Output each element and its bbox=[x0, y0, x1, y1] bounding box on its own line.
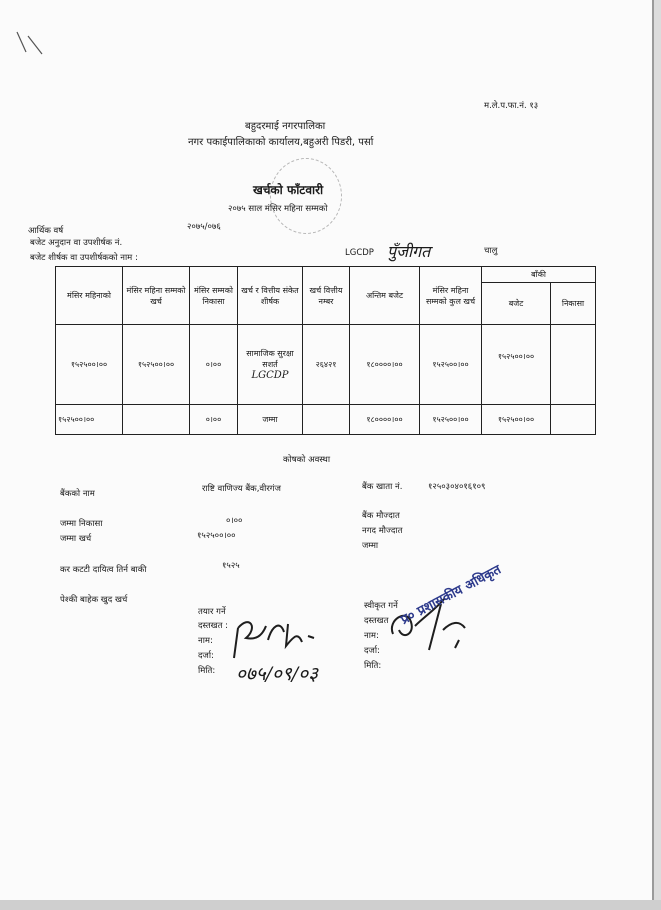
prepared-name-label: नाम: bbox=[198, 636, 213, 646]
cell-cumulative-expense: १५२५००।०० bbox=[123, 325, 190, 405]
header-cumulative-expense: मंसिर महिना सम्मको खर्च bbox=[123, 267, 190, 325]
document-title: खर्चको फाँटवारी bbox=[253, 183, 324, 197]
header-remaining-release: निकासा bbox=[551, 283, 596, 325]
approved-sign-label: दस्तखत bbox=[364, 616, 389, 626]
budget-subhead-no-label: बजेट अनुदान वा उपशीर्षक नं. bbox=[30, 238, 123, 248]
header-expense-number: खर्च वित्तीय नम्बर bbox=[303, 267, 350, 325]
cell-total-expense: १५२५००।०० bbox=[420, 325, 482, 405]
total-expense-number bbox=[303, 405, 350, 435]
header-release: मंसिर सम्मको निकासा bbox=[190, 267, 238, 325]
total-remaining-budget: १५२५००।०० bbox=[482, 405, 551, 435]
header-month: मंसिर महिनाको bbox=[56, 267, 123, 325]
current-label: चालु bbox=[484, 246, 498, 256]
fund-status-heading: कोषको अवस्था bbox=[283, 455, 331, 465]
approved-name-label: नाम: bbox=[364, 631, 379, 641]
header-remaining-budget: बजेट bbox=[482, 283, 551, 325]
total-row bbox=[56, 405, 596, 435]
total-final-budget: १८००००।०० bbox=[350, 405, 420, 435]
total-balance-label: जम्मा bbox=[362, 541, 379, 551]
fiscal-year-value: २०७५/०७६ bbox=[187, 222, 221, 232]
bank-name-label: बैंकको नाम bbox=[60, 489, 95, 499]
total-expense-value: १५२५००।०० bbox=[197, 531, 236, 541]
prepared-title: तयार गर्ने bbox=[198, 607, 226, 617]
total-cumulative-expense bbox=[123, 405, 190, 435]
office-line: नगर पकाईपालिकाको कार्यालय,बहुअरी पिडरी, पर्सा bbox=[188, 137, 374, 148]
total-label: जम्मा bbox=[238, 405, 303, 435]
fiscal-year-label: आर्थिक वर्ष bbox=[28, 226, 64, 236]
table-row bbox=[56, 325, 596, 405]
account-no-label: बैंक खाता नं. bbox=[362, 482, 403, 492]
expense-table bbox=[55, 266, 596, 435]
expense-head-text: सामाजिक सुरक्षा सशर्त bbox=[246, 349, 294, 369]
cell-expense-number: २६४२१ bbox=[303, 325, 350, 405]
prepared-handwritten-date: ०७५/०९/०३ bbox=[236, 663, 318, 685]
prepared-signature bbox=[228, 606, 328, 666]
form-code: म.ले.प.फा.नं. १३ bbox=[484, 101, 539, 111]
header-total-expense: मंसिर महिना सम्मको कुल खर्च bbox=[420, 267, 482, 325]
total-expense: १५२५००।०० bbox=[420, 405, 482, 435]
expense-head-handwritten: LGCDP bbox=[251, 370, 289, 381]
pen-mark bbox=[14, 28, 54, 58]
program-code: LGCDP bbox=[345, 248, 374, 258]
cell-month: १५२५००।०० bbox=[56, 325, 123, 405]
cell-release: ०।०० bbox=[190, 325, 238, 405]
tax-value: १५२५ bbox=[222, 561, 240, 571]
tax-label: कर कटटी दायित्व तिर्न बाकी bbox=[60, 565, 147, 575]
officer-stamp: प्र० प्रशासकीय अधिकृत bbox=[398, 562, 504, 628]
header-expense-head: खर्च र वित्तीय संकेत शीर्षक bbox=[238, 267, 303, 325]
prepared-post-label: दर्जा: bbox=[198, 651, 214, 661]
municipality-name: बहुदरमाई नगरपालिका bbox=[245, 121, 326, 132]
cell-final-budget: १८००००।०० bbox=[350, 325, 420, 405]
header-final-budget: अन्तिम बजेट bbox=[350, 267, 420, 325]
total-release-value: ०।०० bbox=[226, 516, 243, 526]
total-remaining-release bbox=[551, 405, 596, 435]
program-handwritten: पुँजीगत bbox=[387, 242, 431, 261]
cell-remaining-budget: १५२५००।०० bbox=[482, 325, 551, 405]
prepared-sign-label: दस्तखत : bbox=[198, 621, 229, 631]
approved-title: स्वीकृत गर्ने bbox=[364, 601, 398, 611]
header-remaining: बाँकी bbox=[482, 267, 596, 283]
advance-label: पेश्की बाहेक खुद खर्च bbox=[60, 595, 128, 605]
bank-balance-label: बैंक मौज्दात bbox=[362, 511, 400, 521]
cell-remaining-release bbox=[551, 325, 596, 405]
approved-date-label: मिति: bbox=[364, 661, 382, 671]
budget-head-name-label: बजेट शीर्षक वा उपशीर्षकको नाम : bbox=[30, 253, 138, 263]
approved-post-label: दर्जा: bbox=[364, 646, 380, 656]
total-expense-label: जम्मा खर्च bbox=[60, 534, 92, 544]
account-no-value: १२५०३०४०१६१०९ bbox=[428, 482, 486, 492]
cash-balance-label: नगद मौज्दात bbox=[362, 526, 403, 536]
document-subtitle: २०७५ साल मंसिर महिना सम्मको bbox=[228, 204, 328, 214]
total-release: ०।०० bbox=[190, 405, 238, 435]
total-month: १५२५००।०० bbox=[56, 405, 123, 435]
cell-expense-head bbox=[238, 325, 303, 405]
total-release-label: जम्मा निकासा bbox=[60, 519, 103, 529]
scan-edge bbox=[0, 900, 661, 910]
bank-name-value: राष्टि वाणिज्य बैंक,वीरगंज bbox=[202, 484, 281, 494]
prepared-date-label: मिति: bbox=[198, 666, 216, 676]
